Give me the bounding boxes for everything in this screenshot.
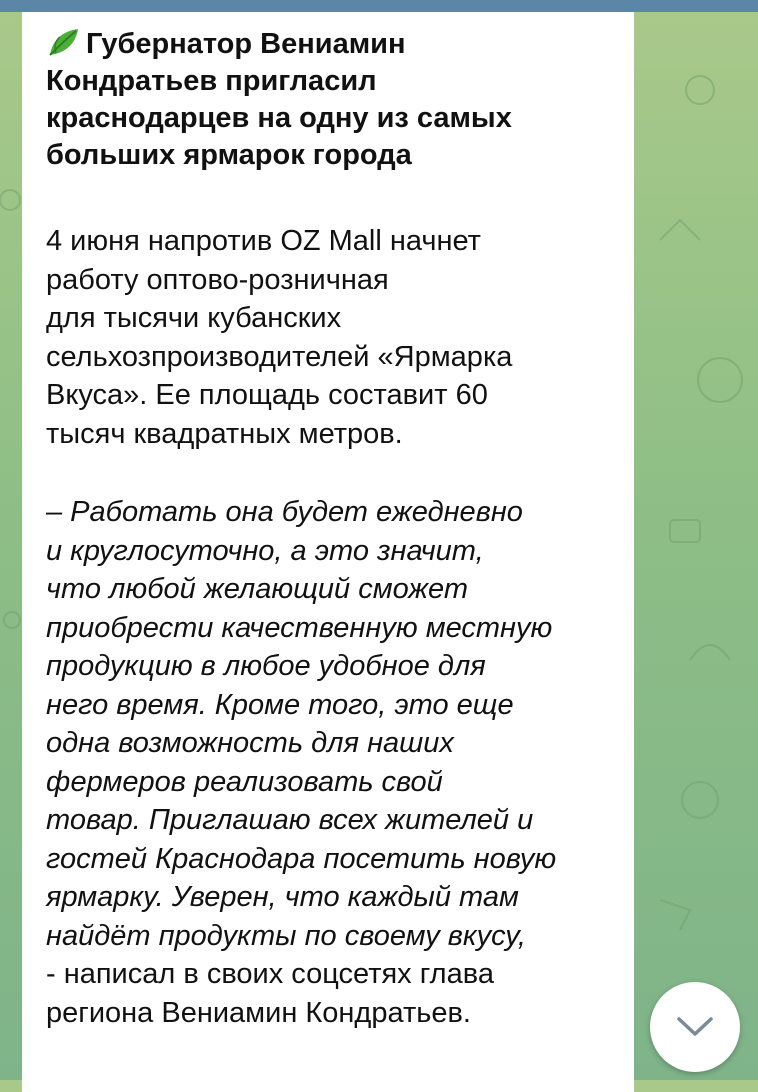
message-bubble — [22, 12, 634, 1092]
text-line: для тысячи кубанских — [46, 302, 342, 334]
paragraph-quote — [46, 493, 614, 955]
quote-line: него время. Кроме того, это еще — [46, 688, 514, 721]
quote-line: приобрести качественную местную — [46, 611, 553, 644]
text-line: сельхозпроизводителей «Ярмарка — [46, 340, 513, 373]
top-bar — [0, 0, 758, 12]
quote-line: продукцию в любое удобное для — [46, 650, 486, 682]
text-line: тысяч квадратных метров. — [46, 417, 403, 450]
quote-line: ярмарку. Уверен, что каждый там — [46, 881, 519, 913]
title-line: Кондратьев пригласил — [46, 65, 377, 97]
quote-line: что любой желающий сможет — [46, 573, 469, 605]
quote-line: и круглосуточно, а это значит, — [46, 534, 484, 567]
text-line: Вкуса». Ее площадь составит 60 — [46, 379, 488, 411]
text-line: 4 июня напротив OZ Mall начнет — [46, 225, 481, 257]
leafy-greens-icon — [46, 27, 80, 57]
chevron-down-icon — [675, 1015, 715, 1039]
title-line — [46, 26, 614, 63]
quote-line: фермеров реализовать свой — [46, 765, 443, 798]
text-line: региона Вениамин Кондратьев. — [46, 996, 471, 1029]
quote-line: одна возможность для наших — [46, 727, 454, 759]
quote-line: гостей Краснодара посетить новую — [46, 842, 557, 875]
scroll-down-button[interactable] — [650, 982, 740, 1072]
title-line: краснодарцев на одну из самых — [46, 102, 512, 134]
text-line: работу оптово-розничная — [46, 263, 389, 296]
quote-line: найдёт продукты по своему вкусу, — [46, 919, 526, 952]
paragraph-intro — [46, 222, 614, 453]
title-text: Губернатор Вениамин — [86, 28, 406, 60]
quote-line: товар. Приглашаю всех жителей и — [46, 804, 534, 836]
text-line: - написал в своих соцсетях глава — [46, 958, 494, 990]
paragraph-closing — [46, 955, 614, 1032]
post-title — [46, 26, 614, 174]
quote-line: – Работать она будет ежедневно — [46, 496, 523, 528]
title-line: больших ярмарок города — [46, 139, 412, 171]
